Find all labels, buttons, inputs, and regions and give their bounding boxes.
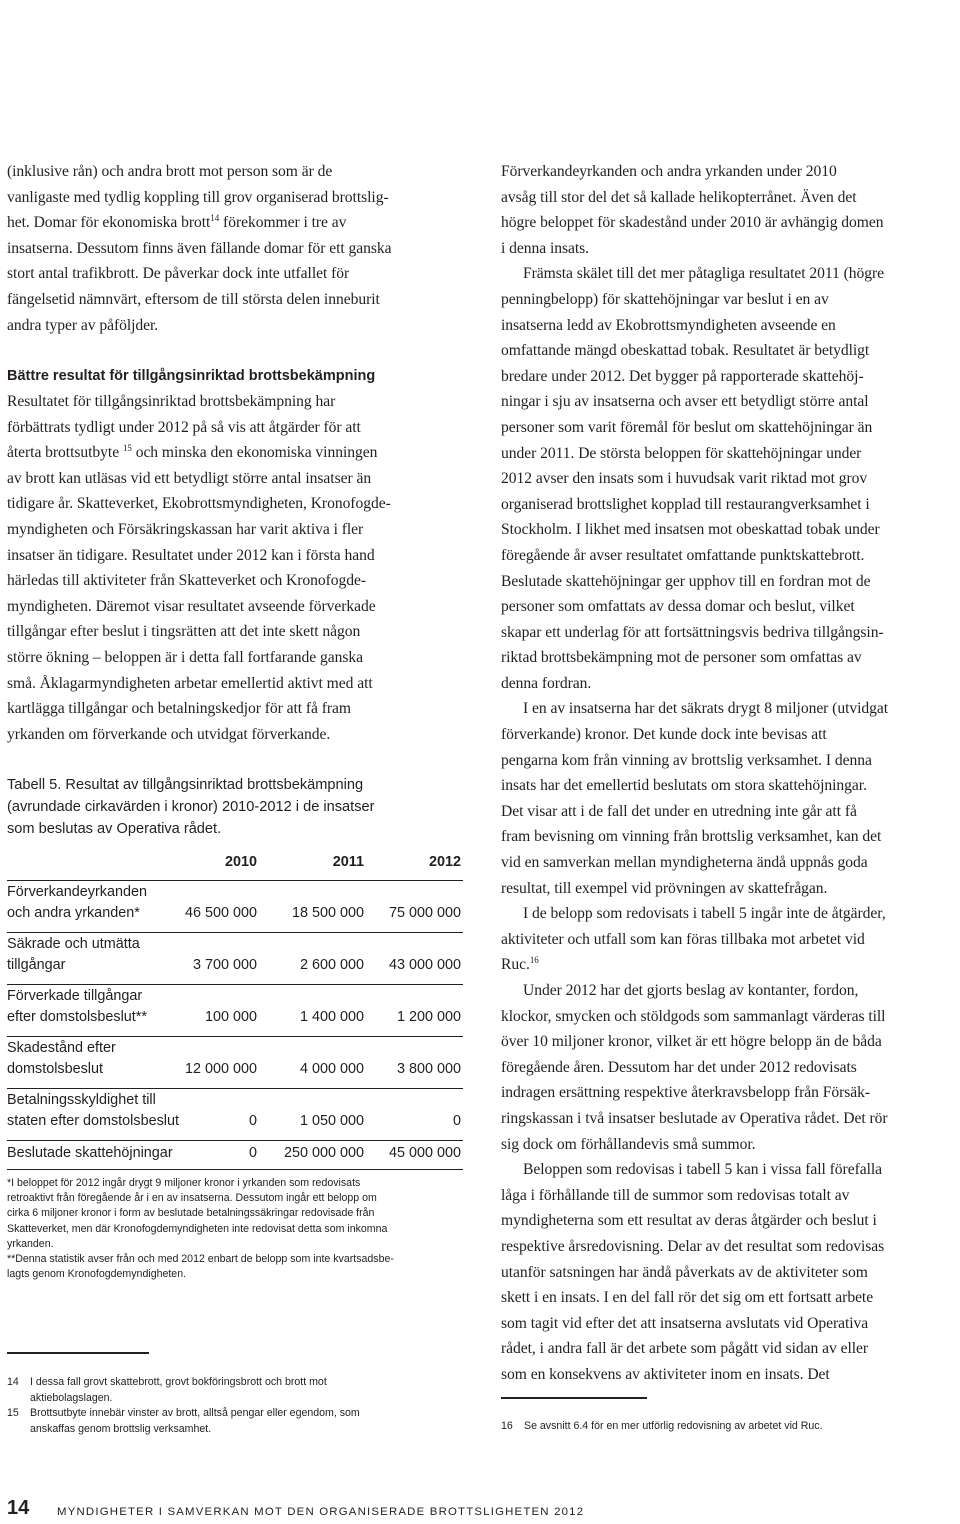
- table-cell: 43 000 000: [388, 957, 461, 973]
- text-line: skapar ett underlag för att fortsättningsvis bedriva tillgångsin-: [501, 623, 884, 641]
- text-line: Främsta skälet till det mer påtagliga resultatet 2011 (högre: [523, 265, 885, 283]
- text-line: organiserad brottslighet kopplad till restaurangverksamhet i: [501, 495, 870, 513]
- footnote-text: Brottsutbyte innebär vinster av brott, alltså pengar eller egendom, som anskaffas genom brottslig verksamhet.: [30, 1407, 360, 1435]
- text-line: Beloppen som redovisas i tabell 5 kan i vissa fall förefalla: [523, 1161, 883, 1179]
- text-line: små. Åklagarmyndigheten arbetar emellertid aktivt med att: [7, 674, 373, 692]
- footnote-14: [7, 1375, 463, 1407]
- row-label: Beslutade skattehöjningar: [7, 1145, 173, 1161]
- table-cell: 1 050 000: [299, 1113, 364, 1129]
- table-cell: 0: [452, 1113, 461, 1129]
- footnote-divider: [501, 1397, 647, 1399]
- table-cell: 45 000 000: [388, 1145, 461, 1161]
- text-line: riktad brottsbekämpning mot de personer som omfattas av: [501, 649, 862, 667]
- text-line: andra typer av påföljder.: [7, 316, 159, 334]
- text-line: Under 2012 har det gjorts beslag av kontanter, fordon,: [523, 982, 859, 999]
- text-line: fängelsetid nämnvärt, eftersom de till största delen inneburit: [7, 290, 380, 308]
- text-line: indragen ersättning respektive återkravsbelopp från Försäk-: [501, 1084, 871, 1102]
- footnote-ref: 16: [529, 955, 539, 966]
- text-line: pengarna kom från vinning av brottslig verksamhet. I denna: [501, 751, 872, 769]
- table-row: [7, 1088, 463, 1140]
- text-line: 2012 avser den insats som i huvudsak varit riktad mot grov: [501, 470, 868, 488]
- footnote-divider: [7, 1352, 149, 1354]
- table-cell: 12 000 000: [184, 1061, 257, 1077]
- text-line: vid en samverkan mellan myndigheterna ändå uppnås goda: [501, 854, 868, 872]
- table-cell: 3 700 000: [192, 957, 257, 973]
- text-line: denna fordran.: [501, 674, 592, 692]
- text-line: stort antal trafikbrott. De påverkar dock inte utfallet för: [7, 265, 350, 283]
- text-line: personer som varit föremål för beslut om skattehöjningar än: [501, 418, 873, 436]
- text-line: I de belopp som redovisats i tabell 5 ingår inte de åtgärder,: [523, 905, 886, 923]
- table-cell: 75 000 000: [388, 905, 461, 921]
- table-notes: [7, 1176, 463, 1282]
- body-paragraph: [7, 389, 463, 747]
- text-line: yrkanden om förverkande och utvidgat förverkande.: [7, 725, 331, 743]
- footnote-number: 14: [7, 1376, 19, 1388]
- text-line: myndigheten och Försäkringskassan har varit aktiva i fler: [7, 520, 364, 538]
- text-line: resultat, till exempel vid prövningen av skattefrågan.: [501, 879, 828, 897]
- caption-line: som beslutas av Operativa rådet.: [7, 821, 222, 837]
- text-line: Förverkandeyrkanden och andra yrkanden under 2010: [501, 163, 837, 180]
- text-line: föregående åren. Dessutom har det under 2012 redovisats: [501, 1058, 857, 1076]
- text-line: myndigheten. Däremot visar resultatet avseende förverkade: [7, 597, 376, 615]
- row-label: Betalningsskyldighet till staten efter domstolsbeslut: [7, 1092, 179, 1129]
- text-line: insatserna ledd av Ekobrottsmyndigheten avseende en: [501, 316, 836, 334]
- table-header: [7, 852, 463, 880]
- footnote-text: Se avsnitt 6.4 för en mer utförlig redovisning av arbetet vid Ruc.: [524, 1420, 823, 1432]
- table-cell: 0: [248, 1145, 257, 1161]
- text-line: vanligaste med tydlig koppling till grov organiserad brottslig-: [7, 188, 389, 206]
- intro-paragraph: [7, 159, 463, 338]
- table-cell: 100 000: [204, 1009, 257, 1025]
- results-table: [7, 852, 463, 1170]
- row-label: Skadestånd efter domstolsbeslut: [7, 1040, 116, 1077]
- text-line: Ruc.$^{16}$: [501, 955, 539, 974]
- text-line: förbättrats tydligt under 2012 på så vis att åtgärder för att: [7, 418, 361, 436]
- text-line: över 10 miljoner kronor, vilket är ett högre belopp än de båda: [501, 1033, 882, 1051]
- text-line: klockor, smycken och stöldgods som sammanlagt värderas till: [501, 1007, 886, 1025]
- table-cell: 3 800 000: [396, 1061, 461, 1077]
- table-cell: 18 500 000: [291, 905, 364, 921]
- footnote-ref: 14: [210, 213, 220, 224]
- footnote-15: [7, 1406, 463, 1438]
- note-line: retroaktivt från föregående år i en av insatserna. Dessutom ingår ett belopp om: [7, 1192, 377, 1205]
- table-row: [7, 1140, 463, 1170]
- text-line: härledas till aktiviteter från Skatteverket och Kronofogde-: [7, 572, 367, 590]
- text-line: förverkande) kronor. Det kunde dock inte bevisas att: [501, 726, 827, 744]
- table-cell: 1 200 000: [396, 1009, 461, 1025]
- caption-line: Tabell 5. Resultat av tillgångsinriktad brottsbekämpning: [7, 777, 364, 793]
- row-label: Säkrade och utmätta tillgångar: [7, 936, 140, 973]
- caption-line: (avrundade cirkavärden i kronor) 2010-2012 i de insatser: [7, 799, 375, 815]
- note-line: cirka 6 miljoner kronor i form av beslutade betalningssäkringar redovisade från: [7, 1207, 375, 1220]
- page-number: 14: [7, 1497, 30, 1519]
- text-line: låga i förhållande till de summor som redovisas totalt av: [501, 1186, 850, 1204]
- text-line: utanför satsningen har ändå påverkats av de aktiviteter som: [501, 1263, 868, 1281]
- running-title: MYNDIGHETER I SAMVERKAN MOT DEN ORGANISERADE BROTTSLIGHETEN 2012: [57, 1506, 585, 1518]
- footnote-text: I dessa fall grovt skattebrott, grovt bokföringsbrott och brott mot aktiebolagslagen.: [30, 1376, 327, 1404]
- column-header: 2011: [332, 854, 364, 870]
- text-line: aktiviteter och utfall som kan föras tillbaka mot arbetet vid: [501, 930, 865, 948]
- table-cell: 46 500 000: [184, 905, 257, 921]
- text-line: av brott kan utläsas vid ett betydligt större antal insatser än: [7, 469, 372, 487]
- text-line: insats har det emellertid beslutats om stora skattehöjningar.: [501, 777, 867, 795]
- text-line: respektive årsredovisning. Delar av det resultat som redovisas: [501, 1237, 885, 1255]
- text-line: insatserna. Dessutom finns även fällande domar för ett ganska: [7, 239, 392, 257]
- text-line: kartlägga tillgångar och betalningskedjor för att få fram: [7, 700, 351, 718]
- text-line: bredare under 2012. Det bygger på rapporterade skattehöj-: [501, 367, 864, 385]
- table-cell: 2 600 000: [299, 957, 364, 973]
- text-line: ningar i sju av insatserna och avser ett betydligt större antal: [501, 393, 869, 411]
- text-line: föregående år avser resultatet omfattande punktskattebrott.: [501, 546, 865, 564]
- footnote-number: 15: [7, 1407, 19, 1419]
- table-row: [7, 1036, 463, 1088]
- text-line: myndigheterna som ett resultat av deras åtgärder och beslut i: [501, 1212, 877, 1230]
- table-caption: [7, 774, 463, 840]
- note-line: *I beloppet för 2012 ingår drygt 9 miljoner kronor i yrkanden som redovisats: [7, 1177, 361, 1189]
- column-header: 2012: [428, 854, 461, 870]
- row-label: Förverkandeyrkanden och andra yrkanden*: [7, 884, 147, 921]
- table-cell: 0: [248, 1113, 257, 1129]
- text-line: i denna insats.: [501, 239, 590, 257]
- section-heading: Bättre resultat för tillgångsinriktad brottsbekämpning: [7, 368, 376, 384]
- text-line: insatser än tidigare. Resultatet under 2012 kan i första hand: [7, 546, 375, 564]
- text-line: rådet, i andra fall är det arbete som pågått vid sidan av eller: [501, 1340, 869, 1358]
- column-header: 2010: [224, 854, 257, 870]
- text-line: Beslutade skattehöjningar ger upphov till en fordran mot de: [501, 572, 871, 590]
- text-line: avsåg till stor del det så kallade helikopterrånet. Även det: [501, 188, 857, 206]
- table-row: [7, 984, 463, 1036]
- text-line: som tagit vid efter det att insatserna avslutats vid Operativa: [501, 1314, 869, 1332]
- text-line: fram bevisning om vinning från brottslig verksamhet, kan det: [501, 828, 882, 846]
- text-line: (inklusive rån) och andra brott mot person som är de: [7, 163, 333, 180]
- text-line: Det visar att i de fall det under en utredning inte går att få: [501, 802, 857, 820]
- footnote-16: [501, 1419, 957, 1435]
- table-cell: 1 400 000: [299, 1009, 364, 1025]
- text-line: högre beloppet för skadestånd under 2010 är avhängig domen: [501, 214, 884, 232]
- text-line: sig dock om förhållandevis små summor.: [501, 1135, 756, 1153]
- text-line: tidigare år. Skatteverket, Ekobrottsmyndigheten, Kronofogde-: [7, 495, 391, 513]
- text-line: under 2011. De största beloppen för skattehöjningar under: [501, 444, 862, 462]
- note-line: **Denna statistik avser från och med 2012 enbart de belopp som inte kvartsadsbe-: [7, 1253, 394, 1266]
- text-line: personer som omfattats av dessa domar och beslut, vilket: [501, 598, 855, 616]
- text-line: ringskassan i två insatser beslutade av Operativa rådet. Det rör: [501, 1109, 888, 1127]
- row-label: Förverkade tillgångar efter domstolsbeslut**: [7, 988, 147, 1025]
- note-line: yrkanden.: [7, 1237, 54, 1250]
- text-line: som en konsekvens av aktiviteter inom en insats. Det: [501, 1365, 830, 1383]
- table-row: [7, 880, 463, 932]
- footnote-number: 16: [501, 1420, 513, 1432]
- table-cell: 4 000 000: [299, 1061, 364, 1077]
- text-line: omfattande mängd obeskattad tobak. Resultatet är betydligt: [501, 342, 870, 360]
- note-line: Skatteverket, men där Kronofogdemyndigheten inte redovisat detta som inkomna: [7, 1222, 388, 1235]
- text-line: större ökning – beloppen är i detta fall fortfarande ganska: [7, 648, 364, 666]
- body-paragraph: [501, 159, 957, 1388]
- text-line: Stockholm. I likhet med insatsen mot obeskattad tobak under: [501, 521, 880, 539]
- text-line: tillgångar efter beslut i tingsrätten att det inte skett någon: [7, 623, 361, 641]
- text-line: skett i en insats. I en del fall rör det sig om ett fortsatt arbete: [501, 1289, 874, 1307]
- note-line: lagts genom Kronofogdemyndigheten.: [7, 1268, 187, 1281]
- footnote-ref: 15: [122, 443, 132, 454]
- text-line: Resultatet för tillgångsinriktad brottsbekämpning har: [7, 393, 336, 410]
- text-line: återta brottsutbyte $^{15}$ och minska den ekonomiska vinningen: [7, 443, 378, 462]
- table-row: [7, 932, 463, 984]
- text-line: I en av insatserna har det säkrats drygt 8 miljoner (utvidgat: [523, 700, 889, 718]
- text-line: het. Domar för ekonomiska brott$^{14}$ förekommer i tre av: [7, 213, 347, 232]
- table-cell: 250 000 000: [283, 1145, 364, 1161]
- text-line: penningbelopp) för skattehöjningar var beslut i en av: [501, 290, 829, 308]
